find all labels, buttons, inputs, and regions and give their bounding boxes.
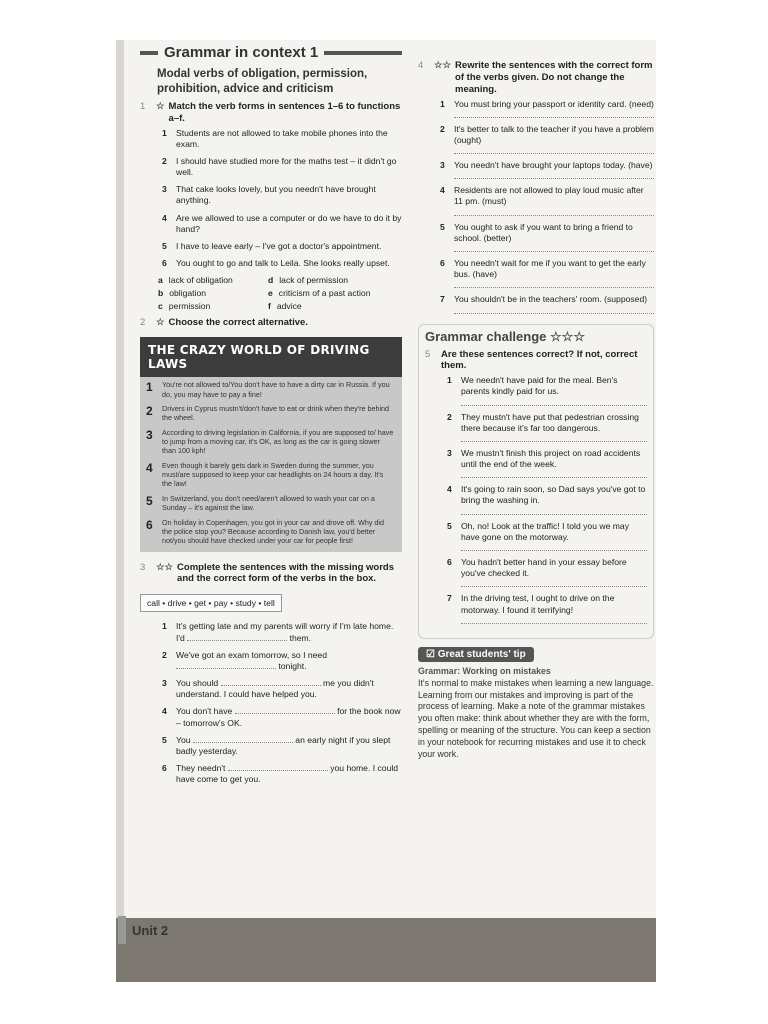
function-list <box>158 275 402 311</box>
sentence-end: them. <box>289 632 312 643</box>
list-item <box>440 124 654 154</box>
item-text <box>454 222 654 252</box>
star-icon: ☆ <box>156 100 165 112</box>
list-item <box>440 258 654 288</box>
sentence-end: me you didn't understand. I could have helped you. <box>176 678 374 700</box>
answer-line <box>461 509 647 515</box>
page-shadow <box>116 918 656 982</box>
item-text <box>461 448 647 478</box>
blank-line <box>176 661 276 669</box>
item-number: 5 <box>447 520 452 531</box>
gap-fill-item <box>162 735 402 757</box>
answer-line <box>454 112 654 118</box>
sentence-start: You don't have <box>176 706 233 717</box>
item-number: 2 <box>162 155 167 166</box>
exercise-2-heading <box>140 317 402 329</box>
star-icon: ☆☆ <box>156 561 174 573</box>
function-item <box>268 288 398 298</box>
item-text <box>454 294 654 313</box>
law-text: In Switzerland, you don't need/aren't allowed to wash your car on a Sunday – it's against the law. <box>162 493 375 513</box>
list-item <box>162 258 402 269</box>
item-text <box>176 128 402 150</box>
challenge-title-text: Grammar challenge <box>425 328 547 344</box>
law-item <box>140 458 402 491</box>
exercise-3-list <box>140 621 402 785</box>
item-sentence: Students are not allowed to take mobile phones into the exam. <box>176 127 388 149</box>
item-sentence: You ought to ask if you want to bring a friend to school. (better) <box>454 221 633 243</box>
exercise-5-heading <box>425 349 647 373</box>
item-text <box>461 484 647 514</box>
function-label: lack of permission <box>279 275 349 286</box>
item-number: 1 <box>162 127 167 138</box>
item-number: 4 <box>162 706 167 717</box>
item-number: 2 <box>162 649 167 660</box>
list-item <box>447 484 647 514</box>
item-text <box>454 160 654 179</box>
exercise-instruction: Choose the correct alternative. <box>168 317 308 329</box>
item-text <box>176 213 402 235</box>
law-item <box>140 401 402 425</box>
item-number: 5 <box>162 734 167 745</box>
function-item <box>268 301 398 311</box>
left-column <box>140 44 402 791</box>
item-sentence: In the driving test, I ought to drive on the motorway. I found it terrifying! <box>461 593 615 615</box>
item-number: 3 <box>162 678 167 689</box>
exercise-number: 4 <box>418 60 424 71</box>
law-text: Even though it barely gets dark in Sweden during the summer, you must/are supposed to keep your car headlights on 24 hours a day. It's the law! <box>162 460 384 489</box>
function-item <box>158 301 268 311</box>
blank-line <box>221 678 321 686</box>
item-number: 2 <box>440 123 445 134</box>
sentence-end: an early night if you slept badly yesterday. <box>176 734 391 756</box>
exercise-instruction: Are these sentences correct? If not, correct them. <box>441 348 638 372</box>
answer-line <box>461 400 647 406</box>
header-rule <box>324 51 402 55</box>
gap-fill-item <box>162 621 402 643</box>
list-item <box>447 521 647 551</box>
unit-footer <box>118 916 188 944</box>
law-number: 1 <box>146 380 153 395</box>
item-sentence: You needn't have brought your laptops today. (have) <box>454 160 653 171</box>
header-rule <box>140 51 158 55</box>
law-number: 3 <box>146 427 153 442</box>
exercise-number: 1 <box>140 100 146 112</box>
driving-laws-title: THE CRAZY WORLD OF DRIVING LAWS <box>140 337 402 377</box>
tip-subtitle: Grammar: Working on mistakes <box>418 665 551 676</box>
item-number: 4 <box>162 212 167 223</box>
answer-line <box>454 308 654 314</box>
function-item <box>158 288 268 298</box>
item-number: 1 <box>447 375 452 386</box>
item-sentence: They mustn't have put that pedestrian crossing there because it's far too dangerous. <box>461 411 639 433</box>
item-sentence: We mustn't finish this project on road accidents until the end of the week. <box>461 447 641 470</box>
item-sentence: Are we allowed to use a computer or do we have to do it by hand? <box>176 212 402 234</box>
law-item <box>140 491 402 515</box>
item-number: 1 <box>162 621 167 632</box>
unit-label: Unit 2 <box>132 922 169 938</box>
item-number: 6 <box>447 556 452 567</box>
page-title: Grammar in context 1 <box>164 44 319 61</box>
list-item <box>440 160 654 179</box>
blank-line <box>228 763 328 771</box>
tip-label <box>418 647 534 662</box>
exercise-instruction: Match the verb forms in sentences 1–6 to functions a–f. <box>168 100 401 124</box>
right-column <box>418 56 654 761</box>
item-number: 6 <box>440 258 445 268</box>
item-number: 6 <box>162 258 167 269</box>
item-text <box>461 521 647 551</box>
driving-laws-box <box>140 337 402 551</box>
list-item <box>162 213 402 235</box>
exercise-1-heading <box>140 101 402 125</box>
item-text <box>176 650 402 672</box>
item-sentence: You shouldn't be in the teachers' room. (supposed) <box>454 294 648 305</box>
item-text <box>176 258 402 269</box>
answer-line <box>454 210 654 216</box>
exercise-instruction: Rewrite the sentences with the correct form of the verbs given. Do not change the meaning. <box>455 60 653 95</box>
item-text <box>461 412 647 442</box>
item-sentence: You hadn't better hand in your essay before you've checked it. <box>461 556 627 579</box>
tip-text: It's normal to make mistakes when learning a new language. Learning from our mistakes and improving is part of the process of learning. Make a note of the grammar mistakes you often make: think about whether they are with the form, spelling or meaning of the structure. You can keep a section in your notebook for recurring mistakes and use it to check your work. <box>418 677 654 759</box>
function-label: obligation <box>169 288 207 299</box>
gap-fill-item <box>162 706 402 728</box>
law-item <box>140 425 402 458</box>
page-gutter <box>116 40 124 982</box>
list-item <box>447 593 647 623</box>
item-sentence: That cake looks lovely, but you needn't have brought anything. <box>176 184 376 206</box>
answer-line <box>461 545 647 551</box>
item-sentence: It's better to talk to the teacher if you have a problem (ought) <box>454 123 654 145</box>
item-number: 4 <box>447 484 452 495</box>
list-item <box>447 557 647 587</box>
list-item <box>440 99 654 118</box>
item-text <box>461 375 647 405</box>
law-number: 5 <box>146 493 153 508</box>
item-text <box>176 735 402 757</box>
sentence-end: tonight. <box>278 660 307 671</box>
exercise-instruction: Complete the sentences with the missing words and the correct form of the verbs in the box. <box>177 561 395 585</box>
sentence-start: You should <box>176 678 219 689</box>
word-box: call • drive • get • pay • study • tell <box>140 594 282 612</box>
gap-fill-item <box>162 763 402 785</box>
function-letter: e <box>268 288 273 299</box>
blank-line <box>187 633 287 641</box>
item-number: 6 <box>162 763 167 774</box>
item-text <box>454 185 654 215</box>
item-number: 3 <box>162 184 167 195</box>
exercise-4-list <box>418 99 654 314</box>
item-number: 1 <box>440 98 445 109</box>
list-item <box>162 156 402 178</box>
item-number: 7 <box>440 294 445 305</box>
gap-fill-item <box>162 678 402 700</box>
sentence-start: They needn't <box>176 763 226 774</box>
list-item <box>447 448 647 478</box>
law-item <box>140 515 402 548</box>
item-number: 5 <box>440 221 445 232</box>
item-text <box>454 99 654 118</box>
list-item <box>447 412 647 442</box>
item-sentence: We needn't have paid for the meal. Ben's parents kindly paid for us. <box>461 375 618 397</box>
list-item <box>440 294 654 313</box>
item-text <box>176 763 402 785</box>
item-text <box>176 241 402 252</box>
function-letter: d <box>268 275 274 286</box>
law-text: According to driving legislation in California, if you are supposed to/ have to jump from a moving car, it's OK, as long as the car is going slower than 100 kph! <box>162 427 394 456</box>
exercise-number: 5 <box>425 348 431 360</box>
function-label: criticism of a past action <box>278 288 371 299</box>
challenge-title <box>425 329 647 345</box>
law-text: Drivers in Cyprus mustn't/don't have to eat or drink when they're behind the wheel. <box>162 403 390 423</box>
item-text <box>461 593 647 623</box>
law-text: You're not allowed to/You don't have to have a dirty car in Russia. If you do, you may have to pay a fine! <box>162 380 390 399</box>
item-sentence: I should have studied more for the maths test – it didn't go well. <box>176 155 397 178</box>
item-sentence: You needn't wait for me if you want to get the early bus. (have) <box>454 258 646 280</box>
blank-line <box>235 706 335 714</box>
star-icon: ☆☆☆ <box>550 328 585 344</box>
section-subtitle: Modal verbs of obligation, permission, prohibition, advice and criticism <box>157 68 368 95</box>
law-number: 6 <box>146 517 153 532</box>
item-text <box>454 124 654 154</box>
function-label: permission <box>168 301 211 312</box>
list-item <box>162 241 402 252</box>
function-letter: a <box>158 275 163 286</box>
item-number: 5 <box>162 241 167 251</box>
sentence-start: We've got an exam tomorrow, so I need <box>176 649 327 660</box>
exercise-number: 3 <box>140 561 146 573</box>
answer-line <box>454 148 654 154</box>
item-text <box>461 557 647 587</box>
law-text: On holiday in Copenhagen, you got in your car and drove off. Why did the police stop you? Because according to Danish law, you'd better not/you should have checked under your car for people first! <box>162 517 385 546</box>
law-item <box>140 377 402 401</box>
item-number: 7 <box>447 593 452 604</box>
exercise-4-heading <box>418 60 654 96</box>
answer-line <box>461 436 647 442</box>
function-label: lack of obligation <box>168 275 233 286</box>
star-icon: ☆☆ <box>434 60 452 71</box>
function-item <box>158 275 268 285</box>
answer-line <box>454 246 654 252</box>
blank-line <box>193 735 293 743</box>
exercise-number: 2 <box>140 317 146 329</box>
item-text <box>176 184 402 206</box>
list-item <box>162 184 402 206</box>
sentence-start: It's getting late and my parents will worry if I'm late home. I'd <box>176 621 394 643</box>
section-header <box>140 44 402 61</box>
item-text <box>176 678 402 700</box>
item-sentence: You ought to go and talk to Leila. She looks really upset. <box>176 258 390 269</box>
function-letter: c <box>158 301 163 312</box>
answer-line <box>461 472 647 478</box>
item-sentence: I have to leave early – I've got a doctor's appointment. <box>176 241 382 251</box>
sentence-start: You <box>176 734 191 745</box>
driving-laws-list <box>140 377 402 547</box>
answer-line <box>454 173 654 179</box>
list-item <box>440 185 654 215</box>
item-sentence: It's going to rain soon, so Dad says you've got to bring the washing in. <box>461 484 646 506</box>
answer-line <box>461 618 647 624</box>
checkbox-icon: ☑ <box>426 648 435 660</box>
exercise-1-list <box>140 128 402 270</box>
unit-tab <box>118 916 126 944</box>
item-sentence: Oh, no! Look at the traffic! I told you we may have gone on the motorway. <box>461 520 629 542</box>
sentence-end: you home. I could have come to get you. <box>176 763 399 785</box>
item-text <box>176 706 402 728</box>
item-text <box>176 156 402 178</box>
tip-label-text: Great students' tip <box>437 648 526 660</box>
item-number: 4 <box>440 185 445 196</box>
star-icon: ☆ <box>156 317 165 329</box>
sentence-end: for the book now – tomorrow's OK. <box>176 706 401 728</box>
exercise-3-heading <box>140 562 402 586</box>
function-letter: f <box>268 301 271 312</box>
list-item <box>440 222 654 252</box>
item-text <box>176 621 402 643</box>
list-item <box>447 375 647 405</box>
list-item <box>162 128 402 150</box>
item-number: 3 <box>447 447 452 458</box>
function-label: advice <box>276 301 302 312</box>
item-sentence: You must bring your passport or identity card. (need) <box>454 98 654 109</box>
item-number: 3 <box>440 160 445 171</box>
gap-fill-item <box>162 650 402 672</box>
law-number: 2 <box>146 403 153 418</box>
item-number: 2 <box>447 411 452 422</box>
answer-line <box>454 282 654 288</box>
exercise-5-list <box>425 375 647 623</box>
grammar-challenge-box <box>418 324 654 639</box>
answer-line <box>461 581 647 587</box>
item-sentence: Residents are not allowed to play loud music after 11 pm. (must) <box>454 185 644 207</box>
function-item <box>268 275 398 285</box>
item-text <box>454 258 654 288</box>
law-number: 4 <box>146 460 153 475</box>
function-letter: b <box>158 288 164 299</box>
